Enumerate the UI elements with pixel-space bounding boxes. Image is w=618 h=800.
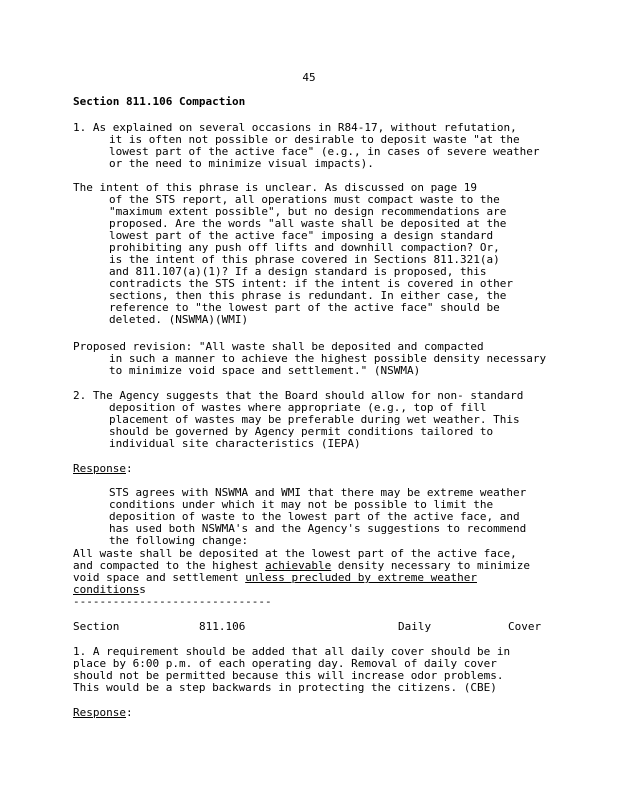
section-heading: Section 811.106 Compaction: [73, 95, 246, 108]
change-line: All waste shall be deposited at the lowest part of the active face,: [73, 547, 517, 560]
page-number: 45: [302, 71, 316, 84]
comment-line: deposition of wastes where appropriate (e.g., top of fill: [109, 401, 487, 414]
inserted-text: conditions: [73, 583, 140, 596]
paragraph-line: the following change:: [109, 534, 249, 547]
paragraph-line: in such a manner to achieve the highest possible density necessary: [109, 352, 547, 365]
comment-line: 1. As explained on several occasions in R84-17, without refutation,: [73, 121, 517, 134]
paragraph-line: conditions under which it may not be possible to limit the: [109, 498, 494, 511]
change-line: conditionss: [73, 583, 146, 596]
paragraph-line: has used both NSWMA's and the Agency's suggestions to recommend: [109, 522, 527, 535]
response-label: Response: [73, 706, 126, 719]
paragraph-line: reference to "the lowest part of the active face" should be: [109, 301, 500, 314]
comment-line: placement of wastes may be preferable during wet weather. This: [109, 413, 520, 426]
section-title-word: Cover: [508, 620, 542, 633]
paragraph-line: proposed. Are the words "all waste shall be deposited at the: [109, 217, 507, 230]
paragraph-line: contradicts the STS intent: if the intent is covered in other: [109, 277, 513, 290]
section-word: Section: [73, 620, 120, 633]
comment-line: lowest part of the active face" (e.g., in cases of severe weather: [109, 145, 540, 158]
paragraph-line: sections, then this phrase is redundant. In either case, the: [109, 289, 507, 302]
separator-rule: ------------------------------: [73, 595, 272, 608]
response-heading: [73, 463, 133, 475]
response-heading: [73, 707, 133, 719]
paragraph-line: is the intent of this phrase covered in Sections 811.321(a): [109, 253, 500, 266]
comment-line: individual site characteristics (IEPA): [109, 437, 361, 450]
section-title-word: Daily: [398, 620, 432, 633]
paragraph-line: deposition of waste to the lowest part of the active face, and: [109, 510, 520, 523]
comment-line: it is often not possible or desirable to deposit waste "at the: [109, 133, 520, 146]
comment-line: 2. The Agency suggests that the Board should allow for non- standard: [73, 389, 524, 402]
paragraph-line: and 811.107(a)(1)? If a design standard is proposed, this: [109, 265, 487, 278]
comment-line: should not be permitted because this will increase odor problems.: [73, 669, 504, 682]
paragraph-line: Proposed revision: "All waste shall be deposited and compacted: [73, 340, 484, 353]
comment-line: or the need to minimize visual impacts).: [109, 157, 374, 170]
comment-line: 1. A requirement should be added that all daily cover should be in: [73, 645, 511, 658]
response-label: Response: [73, 462, 126, 475]
response-colon: :: [125, 706, 133, 719]
paragraph-line: to minimize void space and settlement." (NSWMA): [109, 364, 421, 377]
paragraph-line: of the STS report, all operations must compact waste to the: [109, 193, 500, 206]
paragraph-line: lowest part of the active face" imposing a design standard: [109, 229, 494, 242]
paragraph-line: The intent of this phrase is unclear. As discussed on page 19: [73, 181, 477, 194]
comment-line: should be governed by Agency permit conditions tailored to: [109, 425, 494, 438]
paragraph-line: prohibiting any push off lifts and downhill compaction? Or,: [109, 241, 500, 254]
comment-line: place by 6:00 p.m. of each operating day. Removal of daily cover: [73, 657, 497, 670]
paragraph-line: deleted. (NSWMA)(WMI): [109, 313, 249, 326]
change-line: void space and settlement unless precluded by extreme weather: [73, 571, 477, 584]
section-number: 811.106: [199, 620, 246, 633]
paragraph-line: STS agrees with NSWMA and WMI that there may be extreme weather: [109, 486, 527, 499]
comment-line: This would be a step backwards in protecting the citizens. (CBE): [73, 681, 497, 694]
inserted-text: unless precluded by extreme weather: [245, 571, 477, 584]
response-colon: :: [125, 462, 133, 475]
inserted-word: achievable: [265, 559, 332, 572]
change-line: and compacted to the highest achievable density necessary to minimize: [73, 559, 530, 572]
paragraph-line: "maximum extent possible", but no design recommendations are: [109, 205, 507, 218]
